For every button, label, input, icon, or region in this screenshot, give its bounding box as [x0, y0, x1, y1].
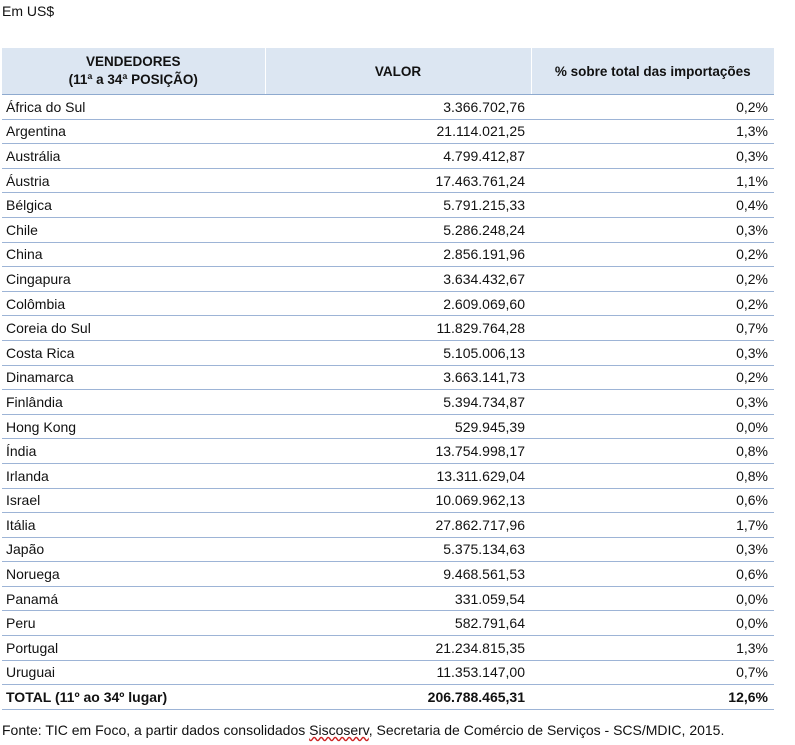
country-cell: Hong Kong: [2, 414, 265, 439]
table-row: [2, 193, 774, 218]
percent-cell: 0,6%: [531, 562, 774, 587]
country-cell: China: [2, 242, 265, 267]
value-cell: 27.862.717,96: [265, 513, 531, 538]
table-row: [2, 95, 774, 120]
percent-cell: 1,1%: [531, 168, 774, 193]
header-percent: % sobre total das importações: [531, 48, 774, 95]
country-cell: Finlândia: [2, 390, 265, 415]
value-cell: 5.286.248,24: [265, 217, 531, 242]
country-cell: Irlanda: [2, 463, 265, 488]
value-cell: 21.114.021,25: [265, 119, 531, 144]
value-cell: 13.754.998,17: [265, 439, 531, 464]
table-row: [2, 217, 774, 242]
table-row: [2, 168, 774, 193]
percent-cell: 0,3%: [531, 390, 774, 415]
percent-cell: 0,7%: [531, 660, 774, 685]
source-underlined: Siscoserv: [309, 722, 369, 738]
country-cell: Dinamarca: [2, 365, 265, 390]
source-note: [2, 722, 724, 738]
header-vendedores-line2: (11ª a 34ª POSIÇÃO): [68, 72, 198, 87]
header-vendedores-line1: VENDEDORES: [85, 54, 181, 69]
source-prefix: Fonte: TIC em Foco, a partir dados consolidados: [2, 722, 310, 738]
country-cell: Chile: [2, 217, 265, 242]
country-cell: Japão: [2, 537, 265, 562]
value-cell: 11.353.147,00: [265, 660, 531, 685]
percent-cell: 0,8%: [531, 439, 774, 464]
table-row: [2, 439, 774, 464]
percent-cell: 1,3%: [531, 636, 774, 661]
percent-cell: 0,2%: [531, 365, 774, 390]
table-row: [2, 537, 774, 562]
table-row: [2, 488, 774, 513]
country-cell: Portugal: [2, 636, 265, 661]
total-percent-cell: 12,6%: [531, 685, 774, 710]
header-valor: VALOR: [265, 48, 531, 95]
table-row: [2, 316, 774, 341]
value-cell: 3.634.432,67: [265, 267, 531, 292]
percent-cell: 0,2%: [531, 291, 774, 316]
percent-cell: 0,2%: [531, 242, 774, 267]
value-cell: 21.234.815,35: [265, 636, 531, 661]
country-cell: Argentina: [2, 119, 265, 144]
value-cell: 529.945,39: [265, 414, 531, 439]
header-vendedores: [2, 48, 265, 95]
table-row: [2, 119, 774, 144]
country-cell: Itália: [2, 513, 265, 538]
table-row: [2, 586, 774, 611]
percent-cell: 0,7%: [531, 316, 774, 341]
value-cell: 4.799.412,87: [265, 144, 531, 169]
value-cell: 11.829.764,28: [265, 316, 531, 341]
value-cell: 3.663.141,73: [265, 365, 531, 390]
value-cell: 10.069.962,13: [265, 488, 531, 513]
country-cell: África do Sul: [2, 95, 265, 120]
country-cell: Austrália: [2, 144, 265, 169]
percent-cell: 0,0%: [531, 586, 774, 611]
value-cell: 13.311.629,04: [265, 463, 531, 488]
percent-cell: 0,3%: [531, 144, 774, 169]
value-cell: 5.375.134,63: [265, 537, 531, 562]
value-cell: 582.791,64: [265, 611, 531, 636]
country-cell: Áustria: [2, 168, 265, 193]
total-label-cell: TOTAL (11º ao 34º lugar): [2, 685, 265, 710]
table-row: [2, 414, 774, 439]
percent-cell: 1,3%: [531, 119, 774, 144]
table-row: [2, 611, 774, 636]
percent-cell: 0,2%: [531, 95, 774, 120]
percent-cell: 0,3%: [531, 537, 774, 562]
country-cell: Cingapura: [2, 267, 265, 292]
country-cell: Noruega: [2, 562, 265, 587]
table-row: [2, 660, 774, 685]
table-row: [2, 463, 774, 488]
percent-cell: 0,3%: [531, 340, 774, 365]
table-row: [2, 365, 774, 390]
table-row: [2, 340, 774, 365]
country-cell: Peru: [2, 611, 265, 636]
table-row: [2, 291, 774, 316]
table-body: [2, 95, 774, 710]
table-row: [2, 144, 774, 169]
total-row: [2, 685, 774, 710]
percent-cell: 0,2%: [531, 267, 774, 292]
percent-cell: 0,4%: [531, 193, 774, 218]
value-cell: 9.468.561,53: [265, 562, 531, 587]
value-cell: 331.059,54: [265, 586, 531, 611]
country-cell: Israel: [2, 488, 265, 513]
value-cell: 5.105.006,13: [265, 340, 531, 365]
percent-cell: 0,6%: [531, 488, 774, 513]
table-row: [2, 390, 774, 415]
country-cell: Panamá: [2, 586, 265, 611]
percent-cell: 0,0%: [531, 414, 774, 439]
percent-cell: 0,3%: [531, 217, 774, 242]
country-cell: Costa Rica: [2, 340, 265, 365]
country-cell: Uruguai: [2, 660, 265, 685]
importers-table: [2, 48, 774, 710]
table-row: [2, 636, 774, 661]
table-row: [2, 562, 774, 587]
value-cell: 2.609.069,60: [265, 291, 531, 316]
country-cell: Bélgica: [2, 193, 265, 218]
percent-cell: 0,8%: [531, 463, 774, 488]
country-cell: Colômbia: [2, 291, 265, 316]
total-value-cell: 206.788.465,31: [265, 685, 531, 710]
percent-cell: 0,0%: [531, 611, 774, 636]
table-header: [2, 48, 774, 95]
country-cell: Coreia do Sul: [2, 316, 265, 341]
unit-label: Em US$: [2, 3, 55, 19]
table-row: [2, 242, 774, 267]
source-suffix: , Secretaria de Comércio de Serviços - SCS/MDIC, 2015.: [368, 722, 725, 738]
value-cell: 5.791.215,33: [265, 193, 531, 218]
value-cell: 2.856.191,96: [265, 242, 531, 267]
value-cell: 17.463.761,24: [265, 168, 531, 193]
value-cell: 3.366.702,76: [265, 95, 531, 120]
percent-cell: 1,7%: [531, 513, 774, 538]
table-row: [2, 513, 774, 538]
table-row: [2, 267, 774, 292]
country-cell: Índia: [2, 439, 265, 464]
value-cell: 5.394.734,87: [265, 390, 531, 415]
